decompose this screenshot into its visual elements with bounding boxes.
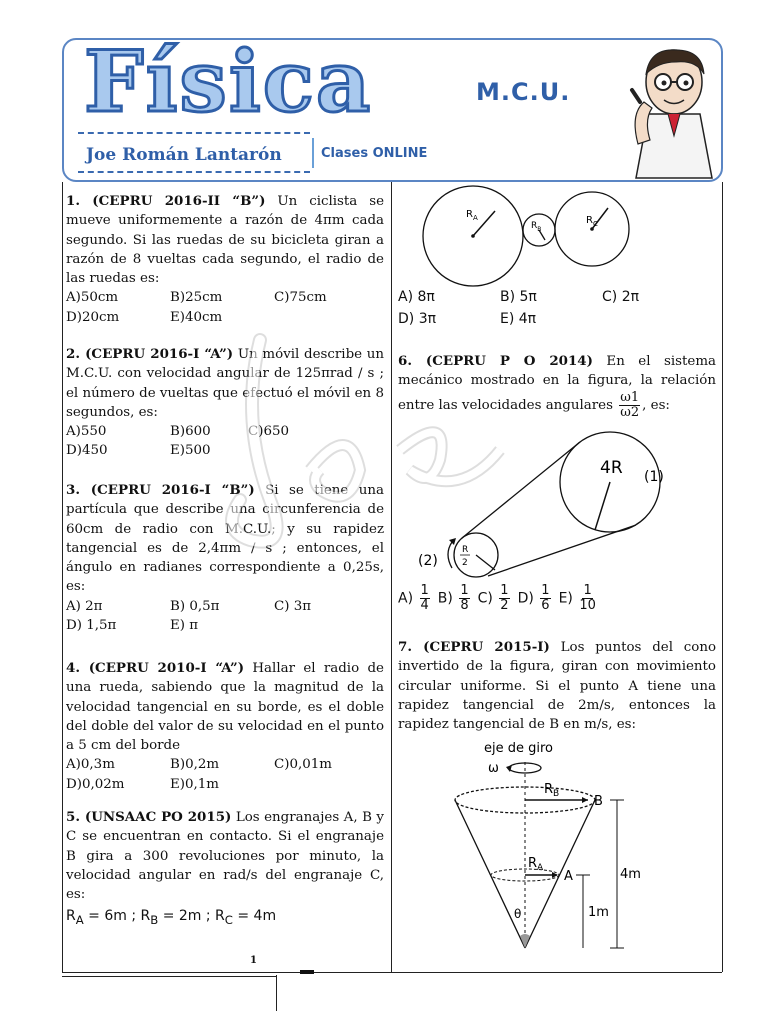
question-7 — [398, 638, 716, 734]
options-list — [66, 755, 384, 794]
question-4 — [66, 659, 384, 794]
author-name: Joe Román Lantarón — [86, 145, 282, 165]
option-a[interactable]: A)550 — [66, 424, 107, 440]
option-b[interactable]: B)0,2m — [170, 757, 220, 773]
point-b-label: B — [594, 794, 603, 809]
ratio-denominator: ω2 — [620, 404, 640, 420]
footer-mark — [300, 970, 314, 974]
teacher-mascot-icon — [628, 44, 720, 178]
omega-ratio — [619, 391, 640, 420]
option-d[interactable]: D)0,02m — [66, 776, 125, 792]
question-body: Hallar el radio de una rueda, sabiendo que la magnitud de la velocidad tangencial en su borde, es el doble del doble del valor de su velocidad en el punto a 5 cm del borde — [66, 661, 384, 754]
radius-sub: C — [224, 913, 233, 928]
header-separator — [312, 138, 314, 168]
dashed-divider — [78, 171, 310, 173]
gear-a-label: $R_A$ — [466, 209, 478, 222]
option-c[interactable]: C)75cm — [274, 290, 327, 306]
option-d[interactable]: D) 1,5π — [66, 618, 117, 634]
belt-bottom — [488, 525, 636, 576]
question-header: 1. (CEPRU 2016-II “B”) — [66, 193, 266, 209]
option-e[interactable]: E) π — [170, 618, 199, 634]
option-d[interactable]: D)450 — [66, 443, 108, 459]
axis-label: eje de giro — [484, 741, 553, 756]
question-6 — [398, 352, 716, 420]
page-number: 1 — [250, 955, 257, 966]
option-d[interactable]: D) 3π — [398, 311, 437, 327]
small-radius-num: R — [462, 545, 469, 555]
belt-top — [462, 442, 580, 538]
given-radii — [66, 908, 384, 927]
radius-sub: A — [75, 913, 84, 928]
theta-label: θ — [514, 907, 522, 921]
left-frame-line — [62, 182, 63, 972]
question-header: 3. (CEPRU 2016-I “B”) — [66, 482, 255, 498]
rb-label: $R_B$ — [544, 782, 560, 799]
big-radius-label: 4R — [600, 458, 623, 478]
column-divider — [391, 182, 392, 972]
question-header: 7. (CEPRU 2015-I) — [398, 639, 550, 655]
option-e[interactable]: E) $\frac{1}{10}$ — [558, 583, 596, 613]
radius-symbol: R — [215, 908, 225, 925]
topic-subtitle: M.C.U. — [476, 78, 571, 106]
option-a[interactable]: A) 2π — [66, 598, 103, 614]
option-b[interactable]: B) 0,5π — [170, 598, 220, 614]
question-5 — [66, 808, 384, 927]
question-body: Un móvil describe un M.C.U. con velocidad angular de 125πrad / s ; el número de vueltas que efectuó el móvil en 8 segundos, es: — [66, 347, 385, 420]
gear-b-label: $R_B$ — [531, 221, 542, 233]
cone-figure — [440, 738, 680, 960]
question-3 — [66, 481, 384, 635]
option-d[interactable]: D)20cm — [66, 309, 120, 325]
clases-online-label — [321, 146, 427, 161]
question-2 — [66, 345, 384, 461]
clases-suffix: ONLINE — [372, 146, 428, 161]
question-tail: , es: — [642, 397, 670, 413]
option-c[interactable]: C) $\frac{1}{2}$ — [477, 583, 509, 613]
belt-pulleys-figure — [400, 430, 664, 580]
option-c[interactable]: C)0,01m — [274, 757, 332, 773]
question-1 — [66, 192, 384, 327]
option-e[interactable]: E)40cm — [170, 309, 223, 325]
question-body: Los puntos del cono invertido de la figura, giran con movimiento circular uniforme. Si el punto A tiene una rapidez tangencial de 2m/s, entonces la rapidez tangencial de B en m/s, es: — [398, 640, 717, 733]
option-a[interactable]: A)0,3m — [66, 757, 115, 773]
omega-label: ω — [488, 761, 499, 776]
radius-symbol: R — [140, 908, 151, 925]
option-e[interactable]: E)0,1m — [170, 776, 219, 792]
page-number-line — [62, 976, 276, 977]
point-a-label: A — [564, 869, 573, 884]
radius-symbol: R — [66, 908, 76, 925]
option-a[interactable]: A) $\frac{1}{4}$ — [398, 583, 429, 613]
option-b[interactable]: B)600 — [170, 424, 211, 440]
option-e[interactable]: E)500 — [170, 443, 211, 459]
gear-c-label: $R_C$ — [586, 215, 598, 228]
question-body: Los engranajes A, B y C se encuentran en contacto. Si el engranaje B gira a 300 revoluciones por minuto, la velocidad angular en rad/s del engranaje C, es: — [66, 810, 384, 903]
option-c[interactable]: C) 3π — [274, 598, 312, 614]
ratio-numerator: ω1 — [620, 389, 640, 405]
page-number-line — [276, 975, 277, 1011]
options-list-q6 — [398, 584, 716, 613]
small-pulley-tag: (2) — [418, 553, 438, 569]
right-frame-line — [722, 182, 723, 972]
question-header: 6. (CEPRU P O 2014) — [398, 353, 593, 369]
question-body: Si se tiene una partícula que describe una circunferencia de 60cm de radio con M.C.U.; y su rapidez tangencial es de 2,4πm / s ; entonces, el ángulo en radianes correspondiente a 0,25s, es: — [66, 483, 384, 595]
option-b[interactable]: B)25cm — [170, 290, 223, 306]
question-body: Un ciclista se mueve uniformemente a razón de 4πm cada segundo. Si las ruedas de su bicicleta giran a razón de 8 vueltas cada segundo, el radio de las ruedas es: — [66, 194, 385, 287]
option-b[interactable]: B) 5π — [500, 289, 537, 305]
clases-prefix: Clases — [321, 146, 369, 161]
question-header: 5. (UNSAAC PO 2015) — [66, 809, 232, 825]
question-header: 2. (CEPRU 2016-I “A”) — [66, 346, 234, 362]
height-4m-label: 4m — [620, 867, 641, 882]
dashed-divider — [78, 132, 310, 134]
option-a[interactable]: A) 8π — [398, 289, 435, 305]
option-a[interactable]: A)50cm — [66, 290, 119, 306]
options-list — [66, 422, 384, 461]
question-header: 4. (CEPRU 2010-I “A”) — [66, 660, 245, 676]
gears-figure — [400, 186, 720, 290]
option-b[interactable]: B) $\frac{1}{8}$ — [437, 583, 469, 613]
radius-sub: B — [150, 913, 159, 928]
question-body: En el sistema mecánico mostrado en la figura, la relación entre las velocidades angulares — [398, 354, 716, 413]
options-list — [66, 288, 384, 327]
options-list-q5 — [398, 286, 716, 330]
ra-label: $R_A$ — [528, 856, 544, 873]
page-title: Física — [84, 32, 373, 131]
option-d[interactable]: D) $\frac{1}{6}$ — [517, 583, 550, 613]
small-radius-den: 2 — [462, 558, 468, 568]
footer-line — [62, 972, 722, 973]
option-c[interactable]: C)650 — [248, 424, 290, 440]
radius-value: = 6m ; — [83, 908, 137, 925]
option-c[interactable]: C) 2π — [602, 289, 640, 305]
big-pulley-tag: (1) — [644, 469, 664, 485]
option-e[interactable]: E) 4π — [500, 311, 537, 327]
rotation-arrow-icon — [448, 542, 452, 568]
radius-value: = 2m ; — [158, 908, 211, 925]
options-list — [66, 597, 384, 636]
height-1m-label: 1m — [588, 905, 609, 920]
radius-value: = 4m — [232, 908, 277, 925]
